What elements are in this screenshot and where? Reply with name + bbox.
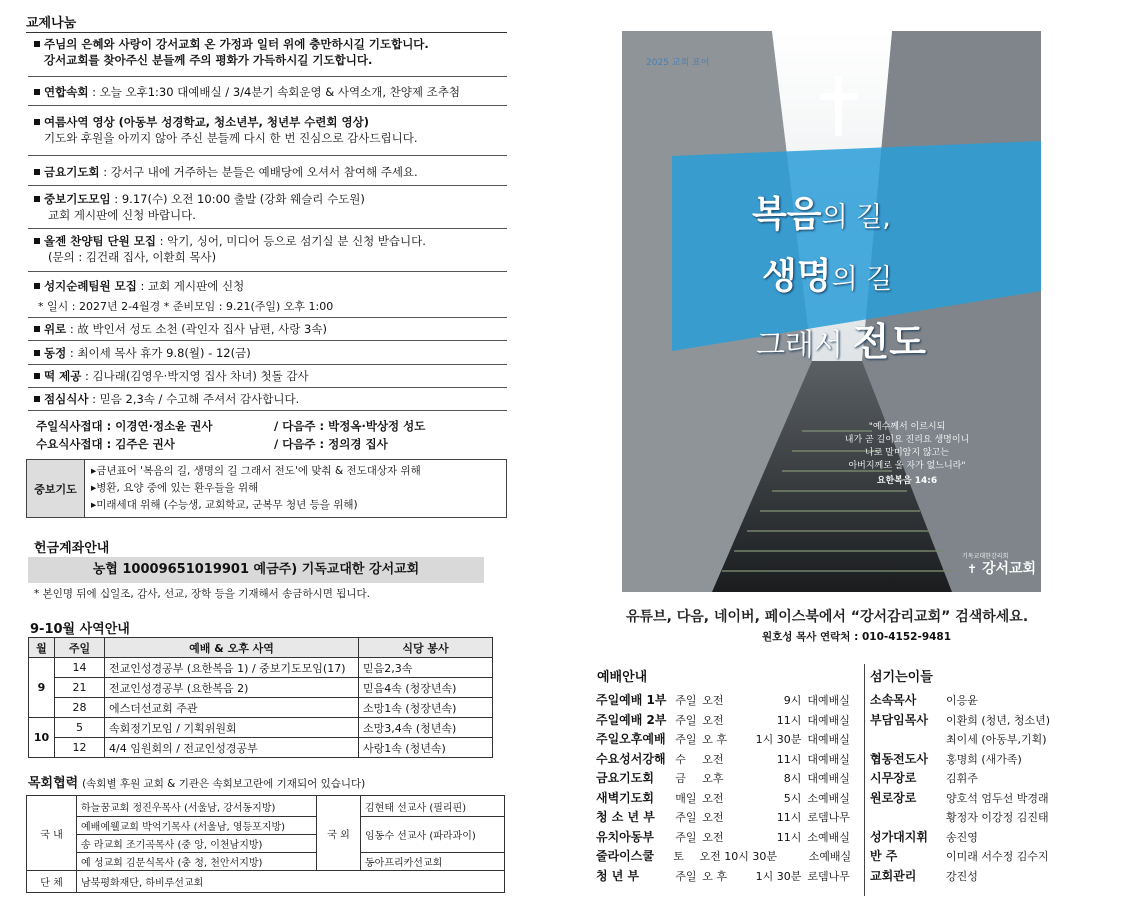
verse-reference: 요한복음 14:6: [876, 476, 938, 486]
servant-row: [870, 730, 1090, 750]
notice-6-desc2: (문의 : 김건래 집사, 이환희 목사): [48, 250, 217, 264]
notice-7: [28, 274, 507, 318]
bullet-icon: [34, 396, 40, 402]
servant-names: 최이세 (아동부,기획): [946, 733, 1047, 746]
service-name: 청 년 부: [596, 868, 640, 883]
prayer-item: ▸미래세대 위해 (수능생, 교회학교, 군복무 청년 등을 위해): [91, 499, 358, 511]
verse-line: 아버지께로 올 자가 없느니라": [848, 461, 966, 471]
servant-role: 원로장로: [870, 790, 917, 805]
worship-heading: 예배안내: [597, 670, 648, 685]
service-time: 11시: [776, 811, 802, 824]
table-row: [29, 698, 493, 718]
service-ampm: 오전: [702, 752, 724, 766]
service-day: 금: [675, 772, 686, 785]
notice-11-desc: : 믿음 2,3속 / 수고해 주셔서 감사합니다.: [88, 392, 300, 406]
servant-role: 반 주: [870, 849, 898, 863]
prayer-box: [26, 459, 507, 518]
service-day: 주일: [675, 869, 697, 883]
notice-11-title: 점심식사: [44, 392, 89, 406]
servant-row: [870, 789, 1090, 809]
servant-row: [870, 711, 1090, 731]
notice-5-desc: : 9.17(수) 오전 10:00 출발 (강화 웨슬리 수도원): [110, 192, 365, 206]
service-ampm: 오 후: [702, 869, 728, 883]
servant-role: 시무장로: [870, 771, 917, 785]
notice-3-title: 여름사역 영상 (아동부 성경학교, 청소년부, 청년부 수련회 영상): [44, 115, 369, 129]
worship-row: [596, 828, 856, 848]
service-name: 수요성서강해: [596, 751, 666, 766]
bullet-icon: [34, 169, 40, 175]
servant-names: 송진영: [946, 830, 978, 844]
org-label: 단 체: [27, 871, 77, 893]
notice-6-title: 올젠 찬양팀 단원 모집: [44, 234, 156, 248]
poster: [622, 31, 1041, 592]
servants-list: [870, 691, 1090, 886]
worship-row: [596, 750, 856, 770]
service-name: 주일예배 1부: [596, 693, 667, 707]
service-ampm: 오전: [702, 713, 724, 727]
service-day: 주일: [675, 694, 697, 707]
col-event: 예배 & 오후 사역: [105, 638, 359, 658]
bullet-icon: [34, 350, 40, 356]
prayer-label: 중보기도: [27, 460, 85, 517]
col-month: 월: [29, 638, 55, 658]
verse-line: 내가 곧 길이요 진리요 생명이니: [844, 435, 970, 445]
coop-table: [26, 795, 505, 893]
poster-line1-bold: 복음: [752, 194, 822, 235]
bullet-icon: [34, 283, 40, 289]
poster-logo-small: 기독교대한감리회: [962, 553, 1009, 560]
service-ampm: 오 후: [702, 733, 728, 746]
church-icon: ✝: [967, 562, 978, 576]
servant-names: 이응윤: [946, 694, 978, 707]
cross-icon: [835, 76, 842, 136]
poster-line2-rest: 의 길: [831, 264, 893, 295]
table-row: [29, 678, 493, 698]
worship-list: [596, 691, 856, 886]
notice-6-desc: : 악기, 싱어, 미디어 등으로 섬기실 분 신청 받습니다.: [156, 234, 426, 248]
notice-2-desc: : 오늘 오후1:30 대예배실 / 3/4분기 속회운영 & 사역소개, 찬양제 조추첨: [88, 85, 460, 99]
service-place: 대예배실: [807, 772, 850, 785]
worship-row: [596, 808, 856, 828]
servant-names: 양호석 엄두선 박경래: [946, 791, 1049, 805]
poster-verse: [802, 421, 1012, 488]
service-time: 11시: [776, 713, 802, 727]
service-day: 수: [675, 752, 686, 766]
schedule-heading: 9-10월 사역안내: [30, 622, 130, 637]
worship-row: [596, 789, 856, 809]
poster-line3-rest: 그래서: [756, 328, 853, 363]
servant-names: 강진성: [946, 869, 978, 883]
food-cell: 소망3,4속 (청년속): [359, 718, 493, 738]
servant-role: 소속목사: [870, 693, 917, 707]
servant-role: 성가대지휘: [870, 829, 928, 844]
notice-9-title: 동정: [44, 346, 67, 360]
servant-row: [870, 691, 1090, 711]
bank-account: 농협 10009651019901 예금주) 기독교대한 강서교회: [28, 557, 484, 583]
servant-row: [870, 808, 1090, 828]
foreign-mission: 임동수 선교사 (파라과이): [361, 817, 505, 853]
service-time: 8시: [783, 772, 802, 785]
notice-4-title: 금요기도회: [44, 165, 100, 179]
poster-line2: [762, 248, 892, 299]
service-time: 1시 30분: [755, 869, 802, 883]
meal-wednesday-host: 수요식사접대 : 김주은 권사: [36, 437, 175, 451]
service-ampm: 오전 10시 30분: [699, 850, 777, 863]
service-time: 1시 30분: [755, 733, 802, 746]
notice-3: [28, 110, 507, 156]
notice-10-title: 떡 제공: [44, 369, 82, 383]
service-day: 주일: [675, 830, 697, 844]
search-notice: 유튜브, 다음, 네이버, 페이스북에서 “강서감리교회” 검색하세요.: [626, 609, 1029, 625]
service-ampm: 오전: [702, 830, 724, 844]
service-name: 청 소 년 부: [596, 810, 655, 824]
domestic-church: 예배예웰교회 박억기목사 (서울남, 영등포지방): [77, 817, 317, 835]
servant-row: [870, 867, 1090, 887]
domestic-label: 국 내: [27, 796, 77, 871]
foreign-mission: 김현태 선교사 (필리핀): [361, 796, 505, 817]
notice-8-desc: : 故 박인서 성도 소천 (곽인자 집사 남편, 사랑 3속): [66, 322, 327, 336]
notice-2-title: 연합속회: [44, 85, 89, 99]
meal-sunday: [36, 418, 213, 434]
notice-1-line2: 강서교회를 찾아주신 분들께 주의 평화가 가득하시길 기도합니다.: [44, 53, 373, 67]
service-day: 주일: [675, 811, 697, 824]
day-cell: 14: [55, 658, 105, 678]
poster-line1-rest: 의 길,: [821, 202, 891, 233]
pastor-contact: 원호성 목사 연락처 : 010-4152-9481: [762, 631, 952, 643]
prayer-item: ▸병환, 요양 중에 있는 환우들을 위해: [91, 482, 259, 494]
servant-names: 황정자 이강정 김진태: [946, 811, 1049, 824]
table-row: [29, 658, 493, 678]
service-place: 대예배실: [807, 694, 850, 707]
food-cell: 믿음2,3속: [359, 658, 493, 678]
service-place: 로뎀나무: [807, 811, 850, 824]
table-row: [29, 718, 493, 738]
month-cell: 9: [29, 658, 55, 718]
service-place: 대예배실: [807, 713, 850, 727]
servant-role: [870, 808, 946, 828]
servant-names: 김휘주: [946, 772, 978, 785]
bullet-icon: [34, 41, 40, 47]
notice-8: [28, 319, 507, 341]
servant-names: 이환희 (청년, 청소년): [946, 713, 1051, 727]
event-cell: 속회정기모임 / 기획위원회: [105, 718, 359, 738]
day-cell: 5: [55, 718, 105, 738]
servant-names: 이미래 서수정 김수지: [946, 850, 1049, 863]
bullet-icon: [34, 238, 40, 244]
service-name: 줄라이스쿨: [596, 849, 654, 863]
account-note: * 본인명 뒤에 십일조, 감사, 선교, 장학 등을 기재해서 송금하시면 됩니다.: [34, 588, 370, 600]
event-cell: 전교인성경공부 (요한복음 1) / 중보기도모임(17): [105, 658, 359, 678]
month-cell: 10: [29, 718, 55, 758]
prayer-list: [85, 460, 427, 517]
poster-line2-bold: 생명: [762, 256, 832, 297]
service-name: 주일예배 2부: [596, 712, 667, 727]
domestic-church: 예 성교회 김문식목사 (충 청, 천안서지방): [77, 853, 317, 871]
divider: [26, 32, 507, 33]
divider: [864, 664, 865, 896]
service-day: 토: [673, 850, 684, 863]
notice-11: [28, 389, 507, 411]
schedule-table: [28, 637, 493, 758]
service-place: 대예배실: [807, 733, 850, 746]
church-logo-text: 강서교회: [981, 561, 1037, 577]
coop-heading-line: [28, 772, 365, 791]
domestic-church: 송 라교회 조기곡목사 (중 앙, 이천남지방): [77, 835, 317, 853]
service-name: 새벽기도회: [596, 790, 654, 805]
event-cell: 전교인성경공부 (요한복음 2): [105, 678, 359, 698]
domestic-church: 하늘꿈교회 정진우목사 (서울남, 강서동지방): [77, 796, 317, 817]
notice-5-desc2: 교회 게시판에 신청 바랍니다.: [48, 208, 196, 222]
notice-10: [28, 366, 507, 388]
coop-note: (속회별 후원 교회 & 기관은 속회보고란에 기재되어 있습니다): [82, 778, 366, 790]
coop-heading: 목회협력: [28, 776, 79, 791]
notice-5: [28, 189, 507, 229]
worship-row: [596, 769, 856, 789]
service-place: 대예배실: [807, 752, 850, 766]
poster-line3-bold: 전도: [852, 320, 926, 364]
servants-heading: 섬기는이들: [870, 670, 933, 685]
notice-7-desc2: * 일시 : 2027년 2-4월경 * 준비모임 : 9.21(주일) 오후 1:00: [38, 300, 334, 313]
notice-7-desc: : 교회 게시판에 신청: [136, 279, 245, 293]
servant-role: 부담임목사: [870, 712, 928, 727]
bullet-icon: [34, 196, 40, 202]
notice-5-title: 중보기도모임: [44, 192, 111, 206]
service-ampm: 오전: [702, 791, 724, 805]
meal-sunday-next: / 다음주 : 박정옥·박상정 성도: [274, 419, 426, 433]
worship-row: [596, 691, 856, 711]
meal-wednesday-next: / 다음주 : 정의경 집사: [274, 437, 388, 451]
day-cell: 12: [55, 738, 105, 758]
poster-line3: [756, 311, 926, 366]
verse-line: "예수께서 이르시되: [868, 422, 946, 432]
servant-role: 협동전도사: [870, 751, 928, 766]
service-place: 소예배실: [807, 791, 850, 805]
col-food: 식당 봉사: [359, 638, 493, 658]
poster-line1: [752, 186, 891, 237]
notice-9-desc: : 최이세 목사 휴가 9.8(월) - 12(금): [66, 346, 251, 360]
prayer-item: ▸금년표어 '복음의 길, 생명의 길 그래서 전도'에 맞춰 & 전도대상자 위해: [91, 465, 421, 477]
notice-6: [28, 231, 507, 272]
notice-1: [28, 34, 507, 77]
meal-sunday-host: 주일식사접대 : 이경연·정소윤 권사: [36, 419, 213, 433]
service-time: 11시: [776, 830, 802, 844]
poster-year: 2025 교회 표어: [646, 58, 710, 68]
service-place: 소예배실: [807, 830, 850, 844]
servant-names: 홍명희 (새가족): [946, 752, 1022, 766]
bullet-icon: [34, 326, 40, 332]
food-cell: 믿음4속 (청장년속): [359, 678, 493, 698]
servant-role: [870, 730, 946, 750]
service-time: 5시: [783, 791, 802, 805]
service-name: 주일오후예배: [596, 732, 666, 746]
church-logo: [967, 558, 1036, 578]
notice-2: [28, 79, 507, 106]
event-cell: 4/4 임원회의 / 전교인성경공부: [105, 738, 359, 758]
verse-line: 나로 말미암지 않고는: [865, 448, 949, 458]
service-name: 유치아동부: [596, 829, 654, 844]
notice-1-line1: 주님의 은혜와 사랑이 강서교회 온 가정과 일터 위에 충만하시길 기도합니다.: [44, 37, 429, 51]
notice-4-desc: : 강서구 내에 거주하는 분들은 예배당에 오셔서 참여해 주세요.: [99, 165, 418, 179]
service-ampm: 오전: [702, 694, 724, 707]
bullet-icon: [34, 373, 40, 379]
section-heading-fellowship: 교제나눔: [26, 16, 77, 31]
table-header-row: [29, 638, 493, 658]
service-day: 매일: [675, 791, 697, 805]
service-day: 주일: [675, 733, 697, 746]
event-cell: 에스더선교회 주관: [105, 698, 359, 718]
servant-row: [870, 750, 1090, 770]
notice-10-desc: : 김나래(김영우·박지영 집사 차녀) 첫돌 감사: [81, 369, 309, 383]
food-cell: 소망1속 (청장년속): [359, 698, 493, 718]
worship-row: [596, 730, 856, 750]
servant-row: [870, 769, 1090, 789]
servant-row: [870, 828, 1090, 848]
account-heading: 헌금계좌안내: [34, 541, 110, 556]
service-place: 로뎀나무: [807, 869, 850, 883]
day-cell: 28: [55, 698, 105, 718]
service-time: 11시: [776, 752, 802, 766]
bullet-icon: [34, 119, 40, 125]
day-cell: 21: [55, 678, 105, 698]
service-name: 금요기도회: [596, 771, 654, 785]
notice-8-title: 위로: [44, 322, 67, 336]
service-ampm: 오전: [702, 811, 724, 824]
service-time: 9시: [783, 694, 802, 707]
notice-4: [28, 158, 507, 186]
worship-row: [596, 867, 856, 887]
bullet-icon: [34, 89, 40, 95]
worship-row: [596, 711, 856, 731]
service-place: 소예배실: [808, 850, 852, 863]
food-cell: 사랑1속 (청년속): [359, 738, 493, 758]
notice-7-title: 성지순례팀원 모집: [44, 279, 137, 293]
foreign-label: 국 외: [317, 796, 361, 871]
notice-3-desc: 기도와 후원을 아끼지 않아 주신 분들께 다시 한 번 진심으로 감사드립니다.: [44, 131, 418, 145]
col-sunday: 주일: [55, 638, 105, 658]
foreign-mission: 동아프리카선교회: [361, 853, 505, 871]
service-ampm: 오후: [702, 772, 724, 785]
servant-role: 교회관리: [870, 868, 917, 883]
service-time: [754, 847, 803, 867]
notice-9: [28, 343, 507, 365]
table-row: [29, 738, 493, 758]
org-list: 남북평화재단, 하비루선교회: [77, 871, 505, 893]
service-day: 주일: [675, 713, 697, 727]
worship-row: [596, 847, 856, 867]
servant-row: [870, 847, 1090, 867]
